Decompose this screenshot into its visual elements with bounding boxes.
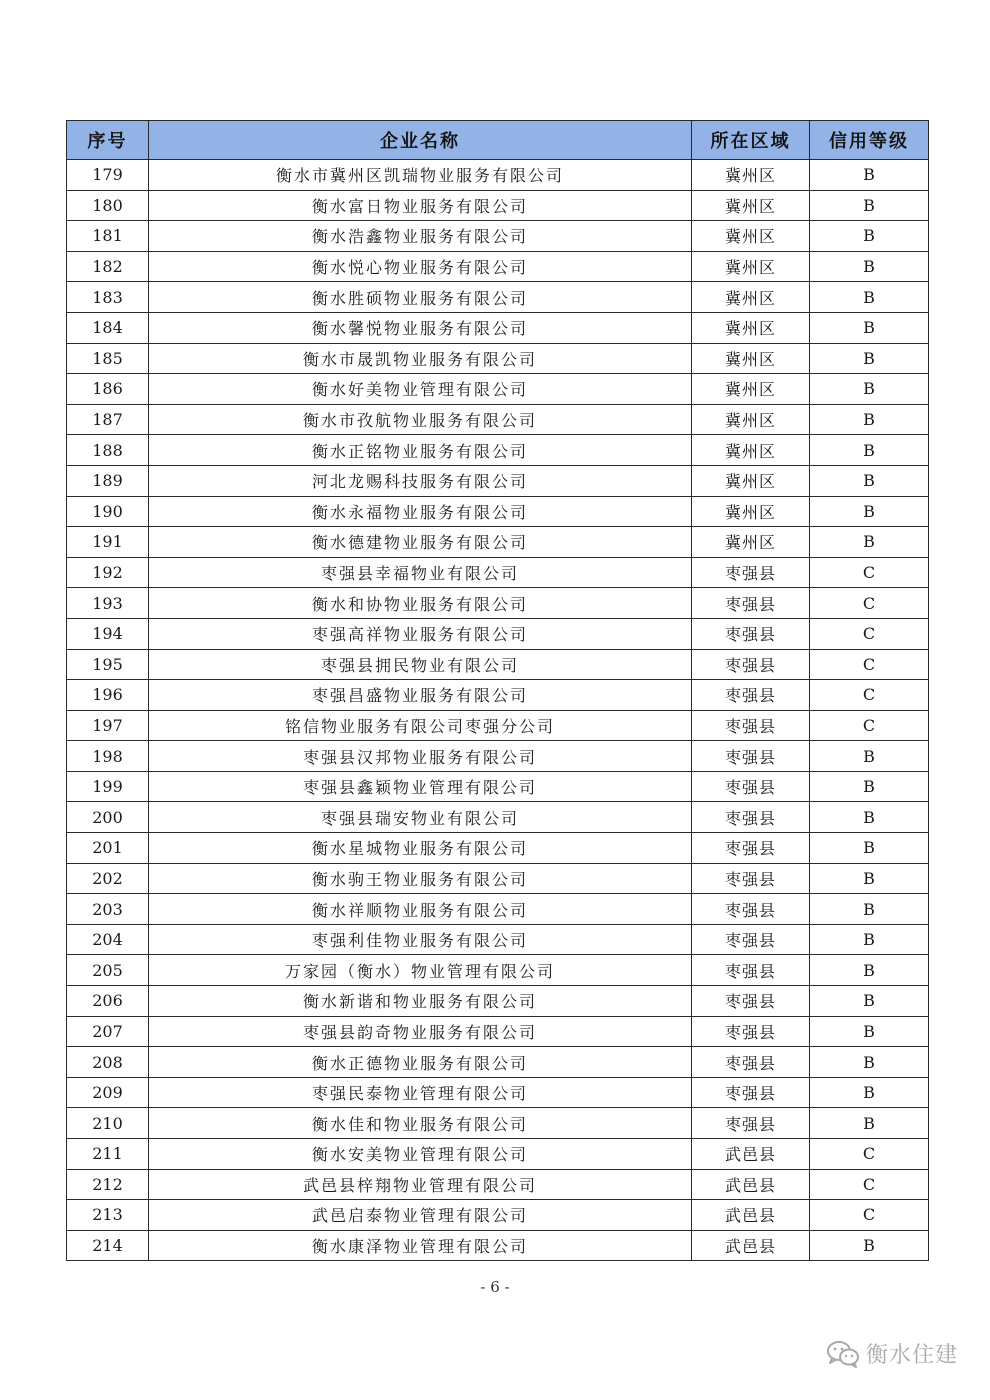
table-row [67,557,929,588]
company-name-cell: 武邑启泰物业管理有限公司 [149,1200,692,1231]
serial-number-cell: 198 [67,741,149,772]
region-cell: 枣强县 [692,771,810,802]
serial-number-cell: 179 [67,160,149,191]
company-name-cell: 万家园（衡水）物业管理有限公司 [149,955,692,986]
region-cell: 冀州区 [692,374,810,405]
credit-grade-cell: B [810,221,929,252]
table-row [67,924,929,955]
serial-number-cell: 184 [67,312,149,343]
region-cell: 冀州区 [692,435,810,466]
credit-grade-cell: B [810,435,929,466]
credit-grade-cell: B [810,955,929,986]
company-name-cell: 枣强县韵奇物业服务有限公司 [149,1016,692,1047]
credit-grade-cell: B [810,251,929,282]
table-row [67,833,929,864]
region-cell: 枣强县 [692,986,810,1017]
credit-grade-cell: C [810,1139,929,1170]
credit-grade-cell: C [810,588,929,619]
company-name-cell: 衡水祥顺物业服务有限公司 [149,894,692,925]
credit-grade-cell: B [810,527,929,558]
company-name-cell: 衡水康泽物业管理有限公司 [149,1230,692,1261]
table-row [67,680,929,711]
company-name-cell: 衡水和协物业服务有限公司 [149,588,692,619]
serial-number-cell: 205 [67,955,149,986]
header-company-name: 企业名称 [149,121,692,160]
company-name-cell: 衡水正铭物业服务有限公司 [149,435,692,466]
company-name-cell: 衡水安美物业管理有限公司 [149,1139,692,1170]
table-row [67,986,929,1017]
region-cell: 冀州区 [692,221,810,252]
table-row [67,1230,929,1261]
serial-number-cell: 182 [67,251,149,282]
company-name-cell: 衡水好美物业管理有限公司 [149,374,692,405]
table-row [67,496,929,527]
serial-number-cell: 192 [67,557,149,588]
table-row [67,1016,929,1047]
serial-number-cell: 181 [67,221,149,252]
watermark [826,1338,958,1369]
table-row [67,1169,929,1200]
serial-number-cell: 204 [67,924,149,955]
serial-number-cell: 206 [67,986,149,1017]
serial-number-cell: 180 [67,190,149,221]
credit-grade-cell: B [810,863,929,894]
serial-number-cell: 214 [67,1230,149,1261]
credit-grade-cell: B [810,1108,929,1139]
serial-number-cell: 207 [67,1016,149,1047]
table-row [67,465,929,496]
table-row [67,312,929,343]
page-number: - 6 - [480,1278,510,1296]
region-cell: 冀州区 [692,160,810,191]
company-name-cell: 衡水星城物业服务有限公司 [149,833,692,864]
credit-grade-cell: B [810,465,929,496]
company-name-cell: 枣强县幸福物业有限公司 [149,557,692,588]
serial-number-cell: 211 [67,1139,149,1170]
credit-grade-cell: B [810,190,929,221]
table-row [67,588,929,619]
serial-number-cell: 209 [67,1077,149,1108]
credit-grade-cell: B [810,1230,929,1261]
company-name-cell: 衡水富日物业服务有限公司 [149,190,692,221]
serial-number-cell: 199 [67,771,149,802]
credit-grade-cell: C [810,557,929,588]
region-cell: 冀州区 [692,465,810,496]
company-name-cell: 武邑县梓翔物业管理有限公司 [149,1169,692,1200]
company-name-cell: 衡水馨悦物业服务有限公司 [149,312,692,343]
credit-grade-cell: C [810,680,929,711]
company-name-cell: 枣强县瑞安物业有限公司 [149,802,692,833]
table-row [67,527,929,558]
region-cell: 枣强县 [692,894,810,925]
credit-grade-cell: C [810,710,929,741]
header-serial-number: 序号 [67,121,149,160]
region-cell: 枣强县 [692,1108,810,1139]
serial-number-cell: 188 [67,435,149,466]
table-row [67,771,929,802]
table-row [67,404,929,435]
serial-number-cell: 185 [67,343,149,374]
company-name-cell: 衡水德建物业服务有限公司 [149,527,692,558]
table-row [67,741,929,772]
region-cell: 武邑县 [692,1139,810,1170]
region-cell: 枣强县 [692,680,810,711]
table-body [67,160,929,1261]
credit-grade-cell: B [810,986,929,1017]
table-row [67,251,929,282]
region-cell: 枣强县 [692,741,810,772]
region-cell: 枣强县 [692,924,810,955]
table-row [67,1047,929,1078]
serial-number-cell: 197 [67,710,149,741]
company-name-cell: 铭信物业服务有限公司枣强分公司 [149,710,692,741]
serial-number-cell: 194 [67,618,149,649]
table-row [67,955,929,986]
region-cell: 武邑县 [692,1230,810,1261]
serial-number-cell: 196 [67,680,149,711]
region-cell: 冀州区 [692,190,810,221]
header-credit-grade: 信用等级 [810,121,929,160]
serial-number-cell: 213 [67,1200,149,1231]
company-name-cell: 河北龙赐科技服务有限公司 [149,465,692,496]
credit-grade-cell: B [810,802,929,833]
credit-grade-cell: C [810,1200,929,1231]
company-name-cell: 衡水胜硕物业服务有限公司 [149,282,692,313]
table-row [67,1077,929,1108]
credit-grade-cell: B [810,833,929,864]
company-name-cell: 枣强县汉邦物业服务有限公司 [149,741,692,772]
serial-number-cell: 191 [67,527,149,558]
table-row [67,649,929,680]
region-cell: 冀州区 [692,282,810,313]
credit-grade-cell: B [810,343,929,374]
credit-grade-cell: B [810,496,929,527]
region-cell: 枣强县 [692,557,810,588]
serial-number-cell: 195 [67,649,149,680]
company-name-cell: 衡水市冀州区凯瑞物业服务有限公司 [149,160,692,191]
credit-grade-cell: B [810,374,929,405]
credit-grade-cell: B [810,894,929,925]
table-row [67,374,929,405]
credit-rating-table [66,120,929,1261]
region-cell: 枣强县 [692,802,810,833]
region-cell: 冀州区 [692,527,810,558]
credit-grade-cell: B [810,771,929,802]
table-row [67,190,929,221]
serial-number-cell: 200 [67,802,149,833]
region-cell: 枣强县 [692,833,810,864]
table-row [67,1139,929,1170]
company-name-cell: 衡水佳和物业服务有限公司 [149,1108,692,1139]
region-cell: 武邑县 [692,1200,810,1231]
table-row [67,618,929,649]
serial-number-cell: 189 [67,465,149,496]
credit-grade-cell: B [810,1077,929,1108]
credit-grade-cell: B [810,312,929,343]
region-cell: 枣强县 [692,1077,810,1108]
table-row [67,863,929,894]
serial-number-cell: 212 [67,1169,149,1200]
region-cell: 武邑县 [692,1169,810,1200]
company-name-cell: 衡水永福物业服务有限公司 [149,496,692,527]
table-row [67,894,929,925]
wechat-icon [826,1340,860,1368]
credit-grade-cell: B [810,924,929,955]
credit-grade-cell: B [810,1016,929,1047]
table-row [67,221,929,252]
region-cell: 冀州区 [692,343,810,374]
table-row [67,710,929,741]
company-name-cell: 衡水浩鑫物业服务有限公司 [149,221,692,252]
company-name-cell: 衡水新谐和物业服务有限公司 [149,986,692,1017]
company-name-cell: 衡水正德物业服务有限公司 [149,1047,692,1078]
table-row [67,802,929,833]
serial-number-cell: 210 [67,1108,149,1139]
table-header [67,121,929,160]
credit-grade-cell: C [810,1169,929,1200]
region-cell: 枣强县 [692,588,810,619]
serial-number-cell: 202 [67,863,149,894]
table-row [67,1108,929,1139]
table-row [67,343,929,374]
company-name-cell: 衡水市晟凯物业服务有限公司 [149,343,692,374]
company-name-cell: 枣强利佳物业服务有限公司 [149,924,692,955]
region-cell: 冀州区 [692,404,810,435]
region-cell: 枣强县 [692,1047,810,1078]
company-name-cell: 枣强县鑫颖物业管理有限公司 [149,771,692,802]
watermark-text: 衡水住建 [865,1343,958,1368]
credit-grade-cell: B [810,1047,929,1078]
region-cell: 枣强县 [692,710,810,741]
credit-grade-cell: C [810,618,929,649]
region-cell: 枣强县 [692,863,810,894]
region-cell: 冀州区 [692,251,810,282]
serial-number-cell: 183 [67,282,149,313]
credit-grade-cell: B [810,404,929,435]
region-cell: 枣强县 [692,1016,810,1047]
company-name-cell: 衡水悦心物业服务有限公司 [149,251,692,282]
region-cell: 枣强县 [692,618,810,649]
serial-number-cell: 201 [67,833,149,864]
company-name-cell: 衡水驹王物业服务有限公司 [149,863,692,894]
credit-grade-cell: B [810,741,929,772]
credit-grade-cell: C [810,649,929,680]
credit-grade-cell: B [810,160,929,191]
region-cell: 枣强县 [692,649,810,680]
region-cell: 冀州区 [692,496,810,527]
serial-number-cell: 187 [67,404,149,435]
company-name-cell: 枣强县拥民物业有限公司 [149,649,692,680]
company-name-cell: 枣强昌盛物业服务有限公司 [149,680,692,711]
serial-number-cell: 208 [67,1047,149,1078]
region-cell: 枣强县 [692,955,810,986]
table-row [67,1200,929,1231]
serial-number-cell: 190 [67,496,149,527]
company-name-cell: 枣强高祥物业服务有限公司 [149,618,692,649]
company-name-cell: 枣强民泰物业管理有限公司 [149,1077,692,1108]
region-cell: 冀州区 [692,312,810,343]
serial-number-cell: 186 [67,374,149,405]
table-row [67,435,929,466]
header-row [67,121,929,160]
serial-number-cell: 203 [67,894,149,925]
header-region: 所在区域 [692,121,810,160]
credit-grade-cell: B [810,282,929,313]
table-row [67,160,929,191]
company-name-cell: 衡水市孜航物业服务有限公司 [149,404,692,435]
serial-number-cell: 193 [67,588,149,619]
table-row [67,282,929,313]
